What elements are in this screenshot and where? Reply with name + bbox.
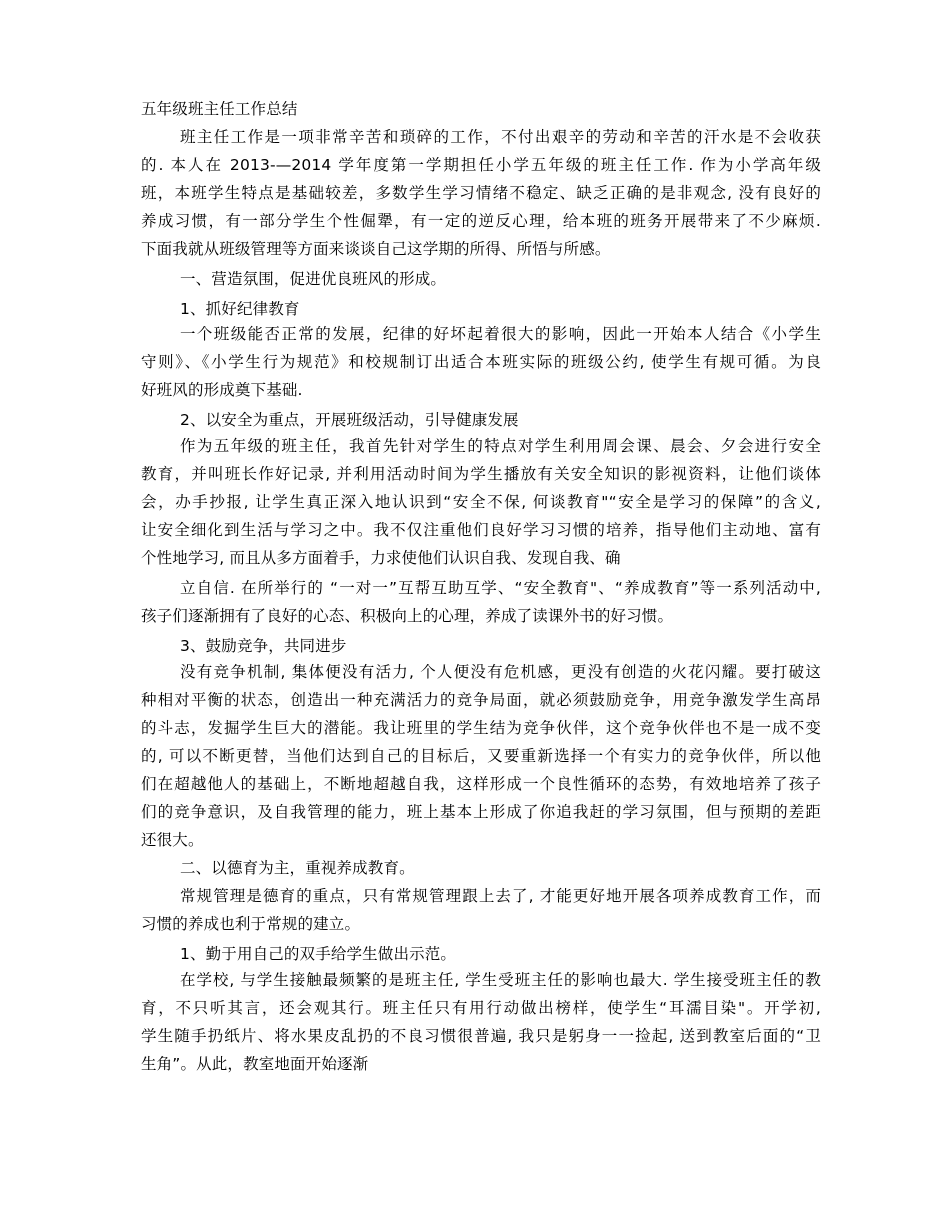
text-line: 的, 可以不断更替，当他们达到自己的目标后，又要重新选择一个有实力的竞争伙伴，所以他: [141, 747, 821, 765]
document-title: 五年级班主任工作总结: [141, 100, 298, 118]
text-line: 孩子们逐渐拥有了良好的心态、积极向上的心理，养成了读课外书的好习惯。: [141, 607, 674, 625]
text-line: 个性地学习, 而且从多方面着手，力求使他们认识自我、发现自我、确: [141, 549, 621, 567]
text-line: 作为五年级的班主任，我首先针对学生的特点对学生利用周会课、晨会、夕会进行安全: [180, 437, 821, 455]
text-line: 种相对平衡的状态，创造出一种充满活力的竞争局面，就必须鼓励竞争，用竞争激发学生高昂: [141, 691, 821, 709]
text-line: 育，不只听其言，还会观其行。班主任只有用行动做出榜样，使学生“耳濡目染"。开学初,: [141, 999, 821, 1017]
text-line: 好班风的形成奠下基础.: [141, 381, 303, 399]
text-line: 一、营造氛围，促进优良班风的形成。: [180, 270, 447, 288]
text-line: 下面我就从班级管理等方面来谈谈自己这学期的所得、所悟与所感。: [141, 240, 611, 258]
text-line: 的斗志，发掘学生巨大的潜能。我让班里的学生结为竞争伙伴，这个竞争伙伴也不是一成不变: [141, 719, 821, 737]
text-line: 养成习惯，有一部分学生个性倔犟，有一定的逆反心理，给本班的班务开展带来了不少麻烦.: [141, 212, 821, 230]
text-line: 没有竞争机制, 集体便没有活力, 个人便没有危机感，更没有创造的火花闪耀。要打破这: [180, 663, 821, 681]
text-line: 们的竞争意识，及自我管理的能力，班上基本上形成了你追我赶的学习氛围，但与预期的差距: [141, 803, 821, 821]
text-line: 3、鼓励竞争，共同进步: [180, 637, 347, 655]
text-line: 立自信. 在所举行的 “一对一”互帮互助互学、“安全教育"、“养成教育”等一系列活动中,: [180, 579, 821, 597]
text-line: 让安全细化到生活与学习之中。我不仅注重他们良好学习习惯的培养，指导他们主动地、富有: [141, 521, 821, 539]
text-line: 二、以德育为主，重视养成教育。: [180, 859, 415, 877]
text-line: 教育，并叫班长作好记录, 并利用活动时间为学生播放有关安全知识的影视资料，让他们谈体: [141, 465, 821, 483]
text-line: 班，本班学生特点是基础较差，多数学生学习情绪不稳定、缺乏正确的是非观念, 没有良好的: [141, 184, 821, 202]
text-line: 1、抓好纪律教育: [180, 300, 300, 318]
text-line: 习惯的养成也利于常规的建立。: [141, 915, 361, 933]
text-line: 们在超越他人的基础上，不断地超越自我，这样形成一个良性循环的态势，有效地培养了孩子: [141, 775, 821, 793]
text-line: 会，办手抄报, 让学生真正深入地认识到“安全不保, 何谈教育"“安全是学习的保障”的含义,: [141, 493, 821, 511]
text-line: 学生随手扔纸片、将水果皮乱扔的不良习惯很普遍, 我只是躬身一一捡起, 送到教室后面的“卫: [141, 1027, 821, 1045]
text-line: 班主任工作是一项非常辛苦和琐碎的工作，不付出艰辛的劳动和辛苦的汗水是不会收获: [180, 128, 821, 146]
text-line: 在学校, 与学生接触最频繁的是班主任, 学生受班主任的影响也最大. 学生接受班主任的教: [180, 971, 821, 989]
text-line: 守则》、《小学生行为规范》和校规制订出适合本班实际的班级公约, 使学生有规可循。为良: [141, 353, 821, 371]
text-line: 1、勤于用自己的双手给学生做出示范。: [180, 945, 457, 963]
text-line: 常规管理是德育的重点，只有常规管理跟上去了, 才能更好地开展各项养成教育工作，而: [180, 887, 821, 905]
text-line: 一个班级能否正常的发展，纪律的好坏起着很大的影响，因此一开始本人结合《小学生: [180, 325, 821, 343]
text-line: 还很大。: [141, 831, 204, 849]
text-line: 2、以安全为重点，开展班级活动，引导健康发展: [180, 411, 519, 429]
text-line: 的. 本人在 2013-—2014 学年度第一学期担任小学五年级的班主任工作. 作为小学高年级: [141, 156, 821, 174]
text-line: 生角”。从此，教室地面开始逐渐: [141, 1055, 369, 1073]
